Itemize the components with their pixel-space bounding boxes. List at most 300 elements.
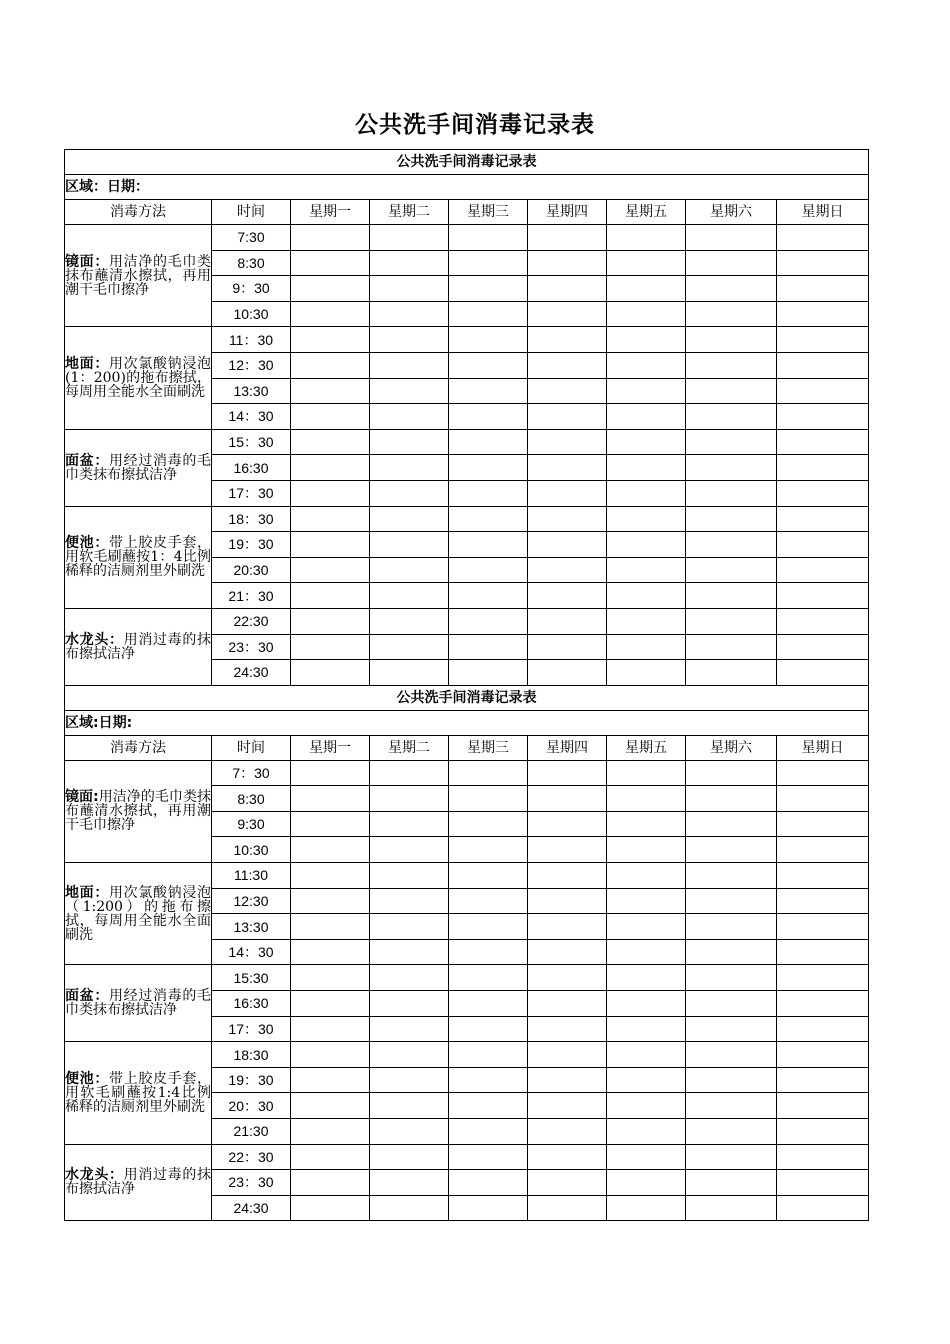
record-cell[interactable] — [686, 532, 777, 558]
record-cell[interactable] — [607, 660, 686, 686]
record-cell[interactable] — [370, 786, 449, 812]
record-cell[interactable] — [607, 1119, 686, 1145]
day-header: 星期二 — [370, 200, 449, 225]
record-cell[interactable] — [607, 863, 686, 889]
day-header: 星期二 — [370, 735, 449, 760]
record-cell[interactable] — [607, 404, 686, 430]
record-cell[interactable] — [777, 480, 869, 506]
record-cell[interactable] — [777, 965, 869, 991]
record-cell[interactable] — [291, 837, 370, 863]
record-cell[interactable] — [686, 352, 777, 378]
method-text: 用消过毒的抹布擦拭洁净 — [65, 1167, 212, 1198]
record-cell[interactable] — [370, 634, 449, 660]
record-cell[interactable] — [449, 429, 528, 455]
record-cell[interactable] — [370, 455, 449, 481]
record-cell[interactable] — [607, 225, 686, 251]
record-cell[interactable] — [449, 404, 528, 430]
time-cell: 12：30 — [212, 352, 291, 378]
record-cell[interactable] — [528, 301, 607, 327]
record-cell[interactable] — [528, 660, 607, 686]
record-cell[interactable] — [449, 965, 528, 991]
record-cell[interactable] — [686, 480, 777, 506]
record-cell[interactable] — [449, 327, 528, 353]
record-cell[interactable] — [686, 250, 777, 276]
table-row — [65, 327, 869, 353]
record-cell[interactable] — [291, 965, 370, 991]
record-cell[interactable] — [607, 455, 686, 481]
record-cell[interactable] — [528, 250, 607, 276]
time-cell: 12:30 — [212, 888, 291, 914]
record-cell[interactable] — [607, 634, 686, 660]
record-cell[interactable] — [607, 811, 686, 837]
record-cell[interactable] — [777, 276, 869, 302]
record-cell[interactable] — [449, 634, 528, 660]
method-description — [65, 429, 212, 506]
time-cell: 20:30 — [212, 557, 291, 583]
record-cell[interactable] — [370, 914, 449, 940]
record-cell[interactable] — [686, 660, 777, 686]
record-cell[interactable] — [528, 276, 607, 302]
record-cell[interactable] — [449, 1170, 528, 1196]
record-cell[interactable] — [449, 301, 528, 327]
record-cell[interactable] — [686, 1144, 777, 1170]
record-cell[interactable] — [528, 939, 607, 965]
record-cell[interactable] — [777, 1016, 869, 1042]
record-cell[interactable] — [607, 557, 686, 583]
record-cell[interactable] — [528, 1119, 607, 1145]
record-cell[interactable] — [449, 1195, 528, 1221]
record-cell[interactable] — [291, 225, 370, 251]
record-cell[interactable] — [449, 250, 528, 276]
record-cell[interactable] — [370, 760, 449, 786]
day-header: 星期三 — [449, 735, 528, 760]
record-cell[interactable] — [291, 506, 370, 532]
time-cell: 15：30 — [212, 429, 291, 455]
record-cell[interactable] — [777, 1170, 869, 1196]
record-cell[interactable] — [291, 1195, 370, 1221]
record-cell[interactable] — [686, 863, 777, 889]
record-cell[interactable] — [449, 276, 528, 302]
record-cell[interactable] — [370, 404, 449, 430]
record-cell[interactable] — [686, 1170, 777, 1196]
record-cell[interactable] — [686, 455, 777, 481]
record-cell[interactable] — [528, 1067, 607, 1093]
record-cell[interactable] — [528, 837, 607, 863]
record-cell[interactable] — [777, 914, 869, 940]
record-cell[interactable] — [686, 1042, 777, 1068]
record-cell[interactable] — [777, 660, 869, 686]
record-cell[interactable] — [686, 811, 777, 837]
record-cell[interactable] — [291, 455, 370, 481]
time-cell: 23：30 — [212, 634, 291, 660]
record-cell[interactable] — [370, 327, 449, 353]
record-cell[interactable] — [370, 429, 449, 455]
record-cell[interactable] — [291, 914, 370, 940]
day-header: 星期六 — [686, 200, 777, 225]
time-cell: 17：30 — [212, 480, 291, 506]
record-cell[interactable] — [449, 991, 528, 1017]
record-cell[interactable] — [528, 557, 607, 583]
table-row — [65, 965, 869, 991]
record-cell[interactable] — [291, 1144, 370, 1170]
record-cell[interactable] — [528, 1042, 607, 1068]
record-cell[interactable] — [370, 352, 449, 378]
record-cell[interactable] — [291, 1119, 370, 1145]
record-cell[interactable] — [370, 608, 449, 634]
record-cell[interactable] — [686, 634, 777, 660]
time-cell: 13:30 — [212, 914, 291, 940]
table-row — [65, 608, 869, 634]
record-cell[interactable] — [528, 1195, 607, 1221]
record-cell[interactable] — [686, 991, 777, 1017]
record-cell[interactable] — [607, 1170, 686, 1196]
record-cell[interactable] — [370, 888, 449, 914]
record-cell[interactable] — [528, 608, 607, 634]
record-cell[interactable] — [370, 301, 449, 327]
record-cell[interactable] — [686, 1067, 777, 1093]
record-cell[interactable] — [528, 965, 607, 991]
time-cell: 24:30 — [212, 1195, 291, 1221]
record-cell[interactable] — [449, 506, 528, 532]
record-cell[interactable] — [528, 506, 607, 532]
record-cell[interactable] — [686, 583, 777, 609]
record-cell[interactable] — [291, 608, 370, 634]
record-cell[interactable] — [449, 583, 528, 609]
record-cell[interactable] — [528, 811, 607, 837]
record-cell[interactable] — [528, 480, 607, 506]
record-cell[interactable] — [370, 1119, 449, 1145]
record-cell[interactable] — [528, 429, 607, 455]
record-cell[interactable] — [528, 991, 607, 1017]
record-cell[interactable] — [777, 608, 869, 634]
method-text: 带上胶皮手套，用软毛刷蘸按1:4比例稀释的洁厕剂里外刷洗 — [65, 1070, 211, 1115]
record-cell[interactable] — [686, 939, 777, 965]
record-cell[interactable] — [686, 1119, 777, 1145]
record-cell[interactable] — [291, 939, 370, 965]
record-cell[interactable] — [528, 532, 607, 558]
day-header: 星期日 — [777, 735, 869, 760]
record-cell[interactable] — [777, 378, 869, 404]
record-cell[interactable] — [528, 378, 607, 404]
method-text: 用次氯酸钠浸泡(1：200)的拖布擦拭，每周用全能水全面刷洗 — [65, 356, 211, 401]
record-cell[interactable] — [686, 1016, 777, 1042]
day-header: 星期六 — [686, 735, 777, 760]
method-text: 用经过消毒的毛巾类抹布擦拭洁净 — [65, 988, 211, 1019]
record-cell[interactable] — [777, 352, 869, 378]
record-cell[interactable] — [449, 1093, 528, 1119]
record-cell[interactable] — [777, 837, 869, 863]
area-date-row — [65, 710, 869, 735]
record-cell[interactable] — [686, 429, 777, 455]
record-cell[interactable] — [607, 837, 686, 863]
record-cell[interactable] — [370, 506, 449, 532]
record-cell[interactable] — [370, 557, 449, 583]
record-cell[interactable] — [291, 583, 370, 609]
record-cell[interactable] — [686, 276, 777, 302]
record-cell[interactable] — [607, 506, 686, 532]
section-title: 公共洗手间消毒记录表 — [65, 150, 869, 175]
record-cell[interactable] — [370, 1016, 449, 1042]
method-description — [65, 506, 212, 608]
record-cell[interactable] — [777, 404, 869, 430]
record-cell[interactable] — [449, 455, 528, 481]
record-cell[interactable] — [607, 583, 686, 609]
record-cell[interactable] — [291, 532, 370, 558]
record-cell[interactable] — [607, 352, 686, 378]
column-header-row — [65, 735, 869, 760]
record-cell[interactable] — [370, 225, 449, 251]
record-cell[interactable] — [528, 352, 607, 378]
record-cell[interactable] — [686, 914, 777, 940]
record-cell[interactable] — [370, 863, 449, 889]
table-row — [65, 760, 869, 786]
record-cell[interactable] — [291, 352, 370, 378]
record-cell[interactable] — [291, 888, 370, 914]
record-cell[interactable] — [291, 786, 370, 812]
record-cell[interactable] — [528, 634, 607, 660]
record-cell[interactable] — [777, 811, 869, 837]
record-cell[interactable] — [686, 327, 777, 353]
day-header: 星期四 — [528, 735, 607, 760]
time-cell: 24:30 — [212, 660, 291, 686]
record-cell[interactable] — [686, 786, 777, 812]
record-cell[interactable] — [777, 557, 869, 583]
record-cell[interactable] — [607, 965, 686, 991]
record-cell[interactable] — [686, 837, 777, 863]
method-description — [65, 225, 212, 327]
record-cell[interactable] — [449, 557, 528, 583]
record-cell[interactable] — [686, 1195, 777, 1221]
record-cell[interactable] — [291, 1093, 370, 1119]
record-cell[interactable] — [607, 276, 686, 302]
record-cell[interactable] — [777, 634, 869, 660]
record-cell[interactable] — [777, 250, 869, 276]
method-name: 便池： — [65, 535, 109, 552]
record-cell[interactable] — [449, 532, 528, 558]
record-cell[interactable] — [777, 939, 869, 965]
record-cell[interactable] — [528, 914, 607, 940]
record-cell[interactable] — [607, 1067, 686, 1093]
record-cell[interactable] — [449, 1119, 528, 1145]
record-cell[interactable] — [686, 225, 777, 251]
record-cell[interactable] — [291, 378, 370, 404]
record-cell[interactable] — [449, 939, 528, 965]
record-cell[interactable] — [528, 1093, 607, 1119]
record-cell[interactable] — [528, 863, 607, 889]
time-cell: 16:30 — [212, 455, 291, 481]
method-name: 便池： — [65, 1070, 109, 1087]
method-name: 水龙头： — [65, 1167, 124, 1184]
record-cell[interactable] — [607, 327, 686, 353]
record-cell[interactable] — [291, 634, 370, 660]
record-cell[interactable] — [607, 786, 686, 812]
area-date-label: 区域:日期: — [65, 710, 869, 735]
record-cell[interactable] — [291, 250, 370, 276]
time-cell: 14：30 — [212, 404, 291, 430]
record-cell[interactable] — [449, 1016, 528, 1042]
day-header: 星期四 — [528, 200, 607, 225]
record-cell[interactable] — [528, 1016, 607, 1042]
record-cell[interactable] — [449, 863, 528, 889]
record-cell[interactable] — [291, 863, 370, 889]
record-cell[interactable] — [449, 786, 528, 812]
method-name: 面盆： — [65, 452, 109, 469]
record-cell[interactable] — [370, 1195, 449, 1221]
record-cell[interactable] — [370, 965, 449, 991]
record-cell[interactable] — [291, 480, 370, 506]
record-cell[interactable] — [686, 506, 777, 532]
record-cell[interactable] — [607, 888, 686, 914]
record-cell[interactable] — [777, 1195, 869, 1221]
record-cell[interactable] — [291, 991, 370, 1017]
day-header: 星期一 — [291, 200, 370, 225]
record-cell[interactable] — [370, 276, 449, 302]
record-cell[interactable] — [777, 225, 869, 251]
record-cell[interactable] — [607, 480, 686, 506]
record-cell[interactable] — [528, 888, 607, 914]
record-cell[interactable] — [370, 811, 449, 837]
record-cell[interactable] — [607, 760, 686, 786]
record-cell[interactable] — [291, 276, 370, 302]
record-cell[interactable] — [686, 301, 777, 327]
record-cell[interactable] — [291, 660, 370, 686]
record-cell[interactable] — [607, 532, 686, 558]
record-cell[interactable] — [607, 1093, 686, 1119]
record-cell[interactable] — [370, 250, 449, 276]
record-cell[interactable] — [291, 429, 370, 455]
record-cell[interactable] — [607, 378, 686, 404]
record-cell[interactable] — [449, 811, 528, 837]
record-cell[interactable] — [291, 301, 370, 327]
record-cell[interactable] — [528, 404, 607, 430]
table-row — [65, 506, 869, 532]
record-cell[interactable] — [449, 914, 528, 940]
record-cell[interactable] — [291, 557, 370, 583]
record-cell[interactable] — [686, 404, 777, 430]
method-text: 用洁净的毛巾类抹布蘸清水擦拭，再用潮干毛巾擦净 — [65, 253, 211, 298]
record-cell[interactable] — [777, 991, 869, 1017]
record-cell[interactable] — [291, 811, 370, 837]
record-cell[interactable] — [528, 583, 607, 609]
record-cell[interactable] — [291, 1042, 370, 1068]
table-row — [65, 863, 869, 889]
record-cell[interactable] — [449, 608, 528, 634]
record-cell[interactable] — [686, 378, 777, 404]
record-cell[interactable] — [607, 939, 686, 965]
record-cell[interactable] — [686, 557, 777, 583]
record-cell[interactable] — [607, 1016, 686, 1042]
record-cell[interactable] — [370, 991, 449, 1017]
record-cell[interactable] — [449, 1144, 528, 1170]
record-cell[interactable] — [291, 1170, 370, 1196]
record-cell[interactable] — [449, 378, 528, 404]
record-cell[interactable] — [449, 352, 528, 378]
record-cell[interactable] — [528, 327, 607, 353]
record-cell[interactable] — [370, 1170, 449, 1196]
record-cell[interactable] — [777, 888, 869, 914]
time-cell: 7：30 — [212, 760, 291, 786]
record-cell[interactable] — [370, 378, 449, 404]
record-cell[interactable] — [449, 225, 528, 251]
record-cell[interactable] — [370, 1144, 449, 1170]
record-cell[interactable] — [528, 786, 607, 812]
record-cell[interactable] — [777, 1119, 869, 1145]
record-cell[interactable] — [528, 455, 607, 481]
record-cell[interactable] — [370, 939, 449, 965]
record-cell[interactable] — [777, 760, 869, 786]
record-cell[interactable] — [686, 608, 777, 634]
record-cell[interactable] — [777, 1067, 869, 1093]
record-cell[interactable] — [607, 301, 686, 327]
record-cell[interactable] — [291, 1067, 370, 1093]
record-cell[interactable] — [370, 837, 449, 863]
method-description — [65, 1042, 212, 1144]
method-text: 用经过消毒的毛巾类抹布擦拭洁净 — [65, 452, 211, 483]
record-cell[interactable] — [370, 1042, 449, 1068]
record-cell[interactable] — [686, 888, 777, 914]
record-cell[interactable] — [777, 583, 869, 609]
record-cell[interactable] — [607, 991, 686, 1017]
record-cell[interactable] — [291, 404, 370, 430]
record-cell[interactable] — [449, 760, 528, 786]
record-cell[interactable] — [449, 1042, 528, 1068]
table-row — [65, 1042, 869, 1068]
record-cell[interactable] — [528, 225, 607, 251]
record-cell[interactable] — [686, 1093, 777, 1119]
record-cell[interactable] — [449, 888, 528, 914]
record-cell[interactable] — [777, 1144, 869, 1170]
record-cell[interactable] — [291, 760, 370, 786]
record-cell[interactable] — [777, 786, 869, 812]
record-cell[interactable] — [370, 1067, 449, 1093]
record-cell[interactable] — [607, 1042, 686, 1068]
table-row — [65, 429, 869, 455]
record-cell[interactable] — [370, 583, 449, 609]
record-cell[interactable] — [777, 532, 869, 558]
record-cell[interactable] — [777, 1042, 869, 1068]
record-cell[interactable] — [777, 1093, 869, 1119]
record-cell[interactable] — [777, 455, 869, 481]
record-cell[interactable] — [370, 480, 449, 506]
record-cell[interactable] — [607, 429, 686, 455]
record-cell[interactable] — [449, 480, 528, 506]
record-cell[interactable] — [777, 429, 869, 455]
record-cell[interactable] — [449, 837, 528, 863]
record-cell[interactable] — [370, 1093, 449, 1119]
record-cell[interactable] — [370, 532, 449, 558]
record-cell[interactable] — [777, 327, 869, 353]
record-cell[interactable] — [777, 506, 869, 532]
record-cell[interactable] — [370, 660, 449, 686]
record-cell[interactable] — [528, 1144, 607, 1170]
record-cell[interactable] — [607, 1195, 686, 1221]
record-cell[interactable] — [607, 250, 686, 276]
record-cell[interactable] — [777, 863, 869, 889]
record-cell[interactable] — [607, 914, 686, 940]
record-cell[interactable] — [777, 301, 869, 327]
record-cell[interactable] — [528, 1170, 607, 1196]
record-cell[interactable] — [291, 1016, 370, 1042]
record-cell[interactable] — [686, 965, 777, 991]
record-cell[interactable] — [291, 327, 370, 353]
record-cell[interactable] — [607, 608, 686, 634]
record-cell[interactable] — [686, 760, 777, 786]
time-cell: 10:30 — [212, 301, 291, 327]
record-cell[interactable] — [449, 660, 528, 686]
record-cell[interactable] — [607, 1144, 686, 1170]
record-cell[interactable] — [528, 760, 607, 786]
record-cell[interactable] — [449, 1067, 528, 1093]
